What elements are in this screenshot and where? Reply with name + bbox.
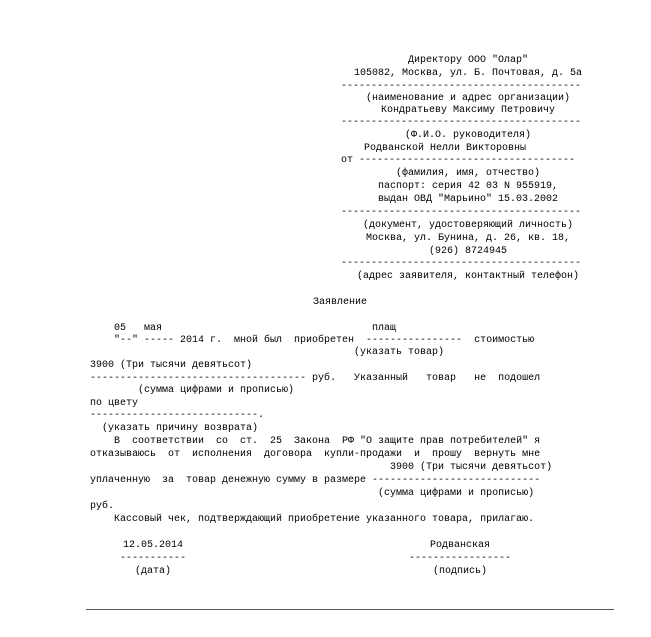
body-line: руб.: [90, 501, 115, 512]
body-line: ----------------------------.: [90, 410, 265, 421]
signature-value: Родванская: [429, 540, 490, 551]
document-title: Заявление: [312, 297, 367, 308]
addressee-director-line: Директору ООО "Олар": [407, 55, 529, 66]
passport-issued: выдан ОВД "Марьино" 15.03.2002: [377, 194, 559, 205]
date-caption: (дата): [134, 566, 171, 577]
blank-line: ----------------------------------------: [341, 117, 582, 128]
applicant-caption: (фамилия, имя, отчество): [395, 168, 541, 179]
address-caption: (адрес заявителя, контактный телефон): [356, 271, 580, 282]
body-line: (сумма цифрами и прописью): [90, 385, 295, 396]
applicant-phone: (926) 8724945: [428, 246, 507, 257]
organization-caption: (наименование и адрес организации): [365, 93, 571, 104]
body-line: Кассовый чек, подтверждающий приобретение указанного товара, прилагаю.: [90, 514, 535, 525]
body-line: (указать товар): [90, 347, 445, 358]
body-line: отказываюсь от исполнения договора купли-продажи и прошу вернуть мне: [90, 449, 541, 460]
date-line: -----------: [119, 553, 186, 564]
organization-address: 105082, Москва, ул. Б. Почтовая, д. 5а: [353, 68, 583, 79]
director-caption: (Ф.И.О. руководителя): [404, 130, 532, 141]
body-line: "--" ----- 2014 г. мной был приобретен ---------------- стоимостью: [90, 335, 535, 346]
director-name: Кондратьеву Максиму Петровичу: [380, 105, 556, 116]
body-line: (сумма цифрами и прописью): [90, 488, 535, 499]
passport-series: паспорт: серия 42 03 N 955919,: [377, 181, 559, 192]
body-line: 05 мая плащ: [90, 323, 397, 334]
from-line: от ------------------------------------: [341, 155, 576, 166]
body-line: ------------------------------------ руб. Указанный товар не подошел: [90, 373, 541, 384]
body-line: 3900 (Три тысячи девятьсот): [90, 360, 253, 371]
applicant-name: Родванской Нелли Викторовны: [363, 143, 527, 154]
body-line: В соответствии со ст. 25 Закона РФ "О защите прав потребителей" я: [90, 436, 541, 447]
blank-line: ----------------------------------------: [341, 81, 582, 92]
blank-line: ----------------------------------------: [341, 258, 582, 269]
signature-line: -----------------: [408, 553, 512, 564]
document-caption: (документ, удостоверяющий личность): [362, 220, 574, 231]
body-line: 3900 (Три тысячи девятьсот): [90, 462, 553, 473]
body-line: (указать причину возврата): [90, 423, 259, 434]
applicant-address: Москва, ул. Бунина, д. 26, кв. 18,: [365, 233, 571, 244]
body-line: уплаченную за товар денежную сумму в размере ----------------------------: [90, 475, 541, 486]
blank-line: ----------------------------------------: [341, 207, 582, 218]
signature-caption: (подпись): [432, 566, 487, 577]
body-line: по цвету: [90, 398, 139, 409]
footer-divider: [86, 609, 614, 610]
date-value: 12.05.2014: [122, 540, 183, 551]
